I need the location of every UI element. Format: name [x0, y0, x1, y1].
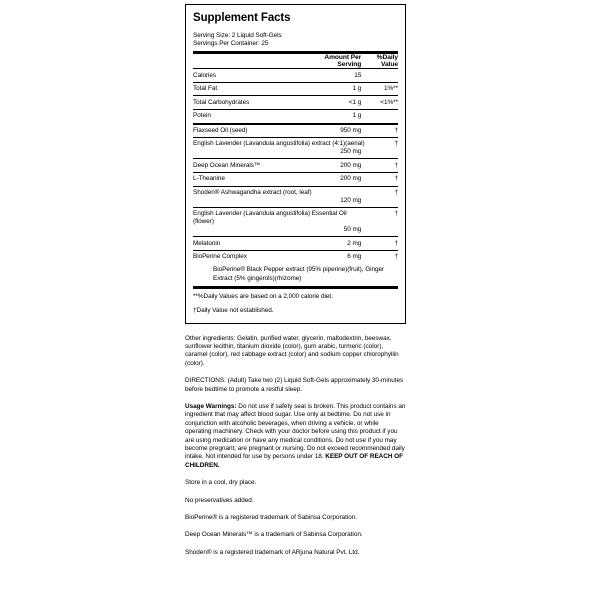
row-amount: 1 g	[300, 82, 368, 96]
row-name: Total Fat	[193, 82, 300, 96]
row-name: Melatonin	[193, 237, 300, 251]
row-name-wrapped	[193, 186, 367, 207]
serving-size: Serving Size: 2 Liquid Soft-Gels	[193, 32, 282, 39]
trademark-shoden: Shoden® is a registered trademark of ARjuna Natural Pvt. Ltd.	[185, 548, 360, 556]
usage-warnings-label: Usage Warnings:	[185, 402, 237, 410]
row-name: Total Carbohydrates	[193, 96, 300, 110]
table-row	[193, 82, 398, 96]
row-name: English Lavender (Lavandula angustifolia) extract (4:1)(aerial)	[193, 140, 365, 148]
keep-out-of-reach-text: KEEP OUT OF REACH OF CHILDREN.	[185, 453, 404, 469]
supplement-facts-panel	[185, 4, 406, 324]
row-daily-value: †	[367, 186, 398, 207]
row-name: Shoden® Ashwagandha extract (root, leaf)	[193, 189, 312, 196]
row-daily-value: <1%**	[367, 96, 398, 110]
trademark-deep-ocean-minerals: Deep Ocean Minerals™ is a trademark of Sabinsa Corporation.	[185, 531, 363, 539]
row-name: English Lavender (Lavandula angustifolia) Essential Oil (flower)	[193, 210, 347, 226]
table-row	[193, 96, 398, 110]
row-daily-value: †	[367, 138, 398, 159]
row-amount: 2 mg	[300, 237, 368, 251]
row-amount: 950 mg	[300, 124, 368, 138]
row-amount: <1 g	[300, 96, 368, 110]
row-amount: 120 mg	[340, 196, 362, 204]
trademark-bioperine: BioPerine® is a registered trademark of Sabinsa Corporation.	[185, 514, 357, 521]
header-daily-value: %Daily Value	[376, 54, 398, 69]
table-header-row	[193, 54, 398, 69]
row-daily-value: †	[367, 250, 398, 263]
row-daily-value: †	[367, 237, 398, 251]
row-daily-value: †	[367, 124, 398, 138]
other-ingredients-paragraph: Other ingredients: Gelatin, purified water, glycerin, maltodextrin, beeswax, sunflower lecithin, titanium dioxide (color), gum arabic, turmeric (color), caramel (color), red cabbage extract (color) and sodium copper chlorophyllin (color).	[185, 334, 399, 367]
row-amount: 1 g	[300, 109, 368, 123]
usage-warnings-paragraph	[185, 403, 406, 470]
header-amount-per-serving: Amount Per Serving	[324, 54, 362, 69]
row-name-wrapped	[193, 207, 367, 236]
label-body-text	[185, 335, 406, 558]
row-amount: 50 mg	[343, 225, 362, 233]
row-name: BioPerine Complex	[193, 250, 300, 263]
table-row	[193, 159, 398, 173]
row-daily-value: †	[367, 173, 398, 187]
usage-warnings-text: Do not use if safety seal is broken. This product contains an ingredient that may affect blood sugar. Use only at bedtime. Do not use in conjunction with alcoholic beverages, when driving a vehicle, or while operating machinery. Check with your doctor before using this product if you are using medication or have any medical conditions. Do not use if you may become pregnant, are pregnant or nursing. Do not exceed recommended daily intake. Not intended for use by persons under 18.	[185, 402, 406, 461]
table-row	[193, 186, 398, 207]
row-name: L-Theanine	[193, 173, 300, 187]
row-name: Deep Ocean Minerals™	[193, 159, 300, 173]
table-row	[193, 173, 398, 187]
table-row	[193, 138, 398, 159]
row-daily-value	[367, 109, 398, 123]
row-amount: 6 mg	[300, 250, 368, 263]
row-amount: 200 mg	[300, 159, 368, 173]
footnote-daily-values: **%Daily Values are based on a 2,000 calorie diet.	[193, 292, 333, 300]
table-row	[193, 69, 398, 83]
row-name: Calories	[193, 69, 300, 83]
row-amount: 15	[300, 69, 368, 83]
row-name: Flaxseed Oil (seed)	[193, 124, 300, 138]
servings-per-container: Servings Per Container: 25	[193, 39, 269, 47]
nutrition-rows	[193, 69, 398, 286]
row-daily-value	[367, 69, 398, 83]
row-name: Potein	[193, 109, 300, 123]
footnote-dagger: †Daily Value not established.	[193, 306, 274, 314]
preservatives-paragraph: No preservatives added.	[185, 496, 254, 504]
row-daily-value: †	[367, 159, 398, 173]
table-row	[193, 250, 398, 263]
table-row	[193, 109, 398, 123]
panel-title: Supplement Facts	[193, 12, 291, 24]
row-daily-value: †	[367, 207, 398, 236]
table-row	[193, 124, 398, 138]
row-amount: 250 mg	[340, 148, 362, 156]
row-daily-value: 1%**	[367, 82, 398, 96]
bioperine-complex-detail: BioPerine® Black Pepper extract (95% piperine)(fruit), Ginger Extract (5% gingerols)(rhizome)	[213, 266, 385, 282]
table-row	[193, 207, 398, 236]
row-name-wrapped	[193, 138, 367, 159]
table-subrow	[193, 263, 398, 285]
nutrition-table	[193, 54, 398, 285]
table-row	[193, 237, 398, 251]
panel-footnotes	[193, 286, 398, 315]
storage-paragraph: Store in a cool, dry place.	[185, 479, 257, 487]
directions-paragraph: DIRECTIONS: (Adult) Take two (2) Liquid Soft-Gels approximately 30-minutes before bedtime to promote a restful sleep.	[185, 377, 404, 393]
row-amount: 200 mg	[300, 173, 368, 187]
label-content	[185, 4, 406, 566]
